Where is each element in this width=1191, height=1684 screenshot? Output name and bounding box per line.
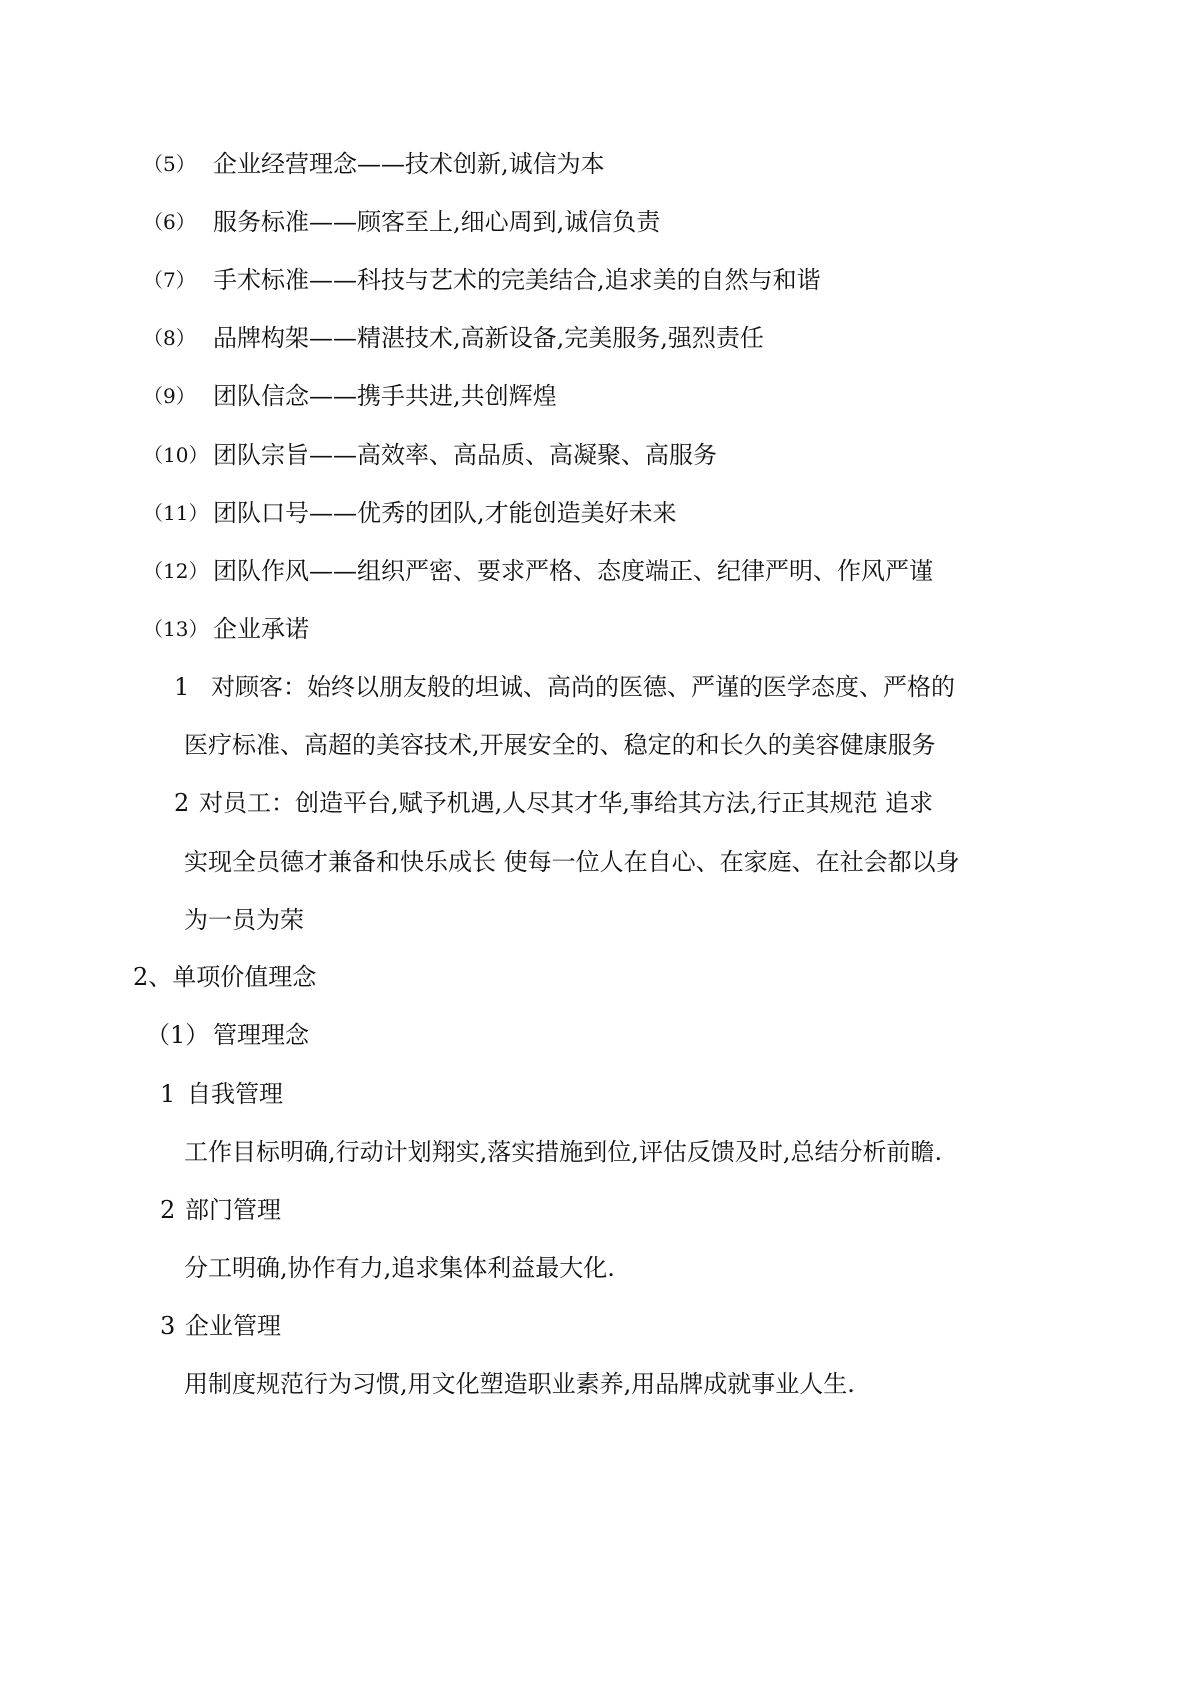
item-text: 团队宗旨——高效率、高品质、高凝聚、高服务 [213,441,717,469]
item-number: （9） [143,384,196,408]
section-heading: 2、单项价值理念 [133,963,317,991]
point-description: 工作目标明确,行动计划翔实,落实措施到位,评估反馈及时,总结分析前瞻. [184,1138,943,1166]
commitment-number: 2 [174,789,190,817]
item-number: （12） [143,559,209,583]
point-number: 3 [160,1312,176,1340]
commitment-line: 对顾客：始终以朋友般的坦诚、高尚的医德、严谨的医学态度、严格的 [211,673,955,701]
item-text: 团队口号——优秀的团队,才能创造美好未来 [213,499,677,527]
subsection-title: 管理理念 [213,1021,309,1049]
item-number: （8） [143,326,196,350]
commitment-line: 为一员为荣 [184,906,304,934]
item-text: 手术标准——科技与艺术的完美结合,追求美的自然与和谐 [213,266,821,294]
item-number: （5） [143,152,196,176]
item-number: （10） [143,443,209,467]
point-number: 2 [160,1196,176,1224]
item-text: 团队信念——携手共进,共创辉煌 [213,382,557,410]
commitment-line: 医疗标准、高超的美容技术,开展安全的、稳定的和长久的美容健康服务 [184,731,936,759]
item-number: （6） [143,210,196,234]
subsection-number: （1） [146,1021,210,1049]
commitment-line: 对员工：创造平台,赋予机遇,人尽其才华,事给其方法,行正其规范 追求 [199,789,934,817]
point-title: 部门管理 [185,1196,281,1224]
point-title: 企业管理 [185,1312,281,1340]
item-text: 服务标准——顾客至上,细心周到,诚信负责 [213,208,661,236]
item-number: （11） [143,501,209,525]
commitment-number: 1 [174,673,190,701]
point-description: 分工明确,协作有力,追求集体利益最大化. [184,1254,615,1282]
item-text: 品牌构架——精湛技术,高新设备,完美服务,强烈责任 [213,324,764,352]
item-text: 企业承诺 [213,615,309,643]
item-number: （7） [143,268,196,292]
point-description: 用制度规范行为习惯,用文化塑造职业素养,用品牌成就事业人生. [184,1370,855,1398]
item-text: 团队作风——组织严密、要求严格、态度端正、纪律严明、作风严谨 [213,557,933,585]
item-number: （13） [143,617,209,641]
item-text: 企业经营理念——技术创新,诚信为本 [213,150,605,178]
commitment-line: 实现全员德才兼备和快乐成长 使每一位人在自心、在家庭、在社会都以身 [184,848,960,876]
point-title: 自我管理 [187,1080,283,1108]
point-number: 1 [160,1080,176,1108]
